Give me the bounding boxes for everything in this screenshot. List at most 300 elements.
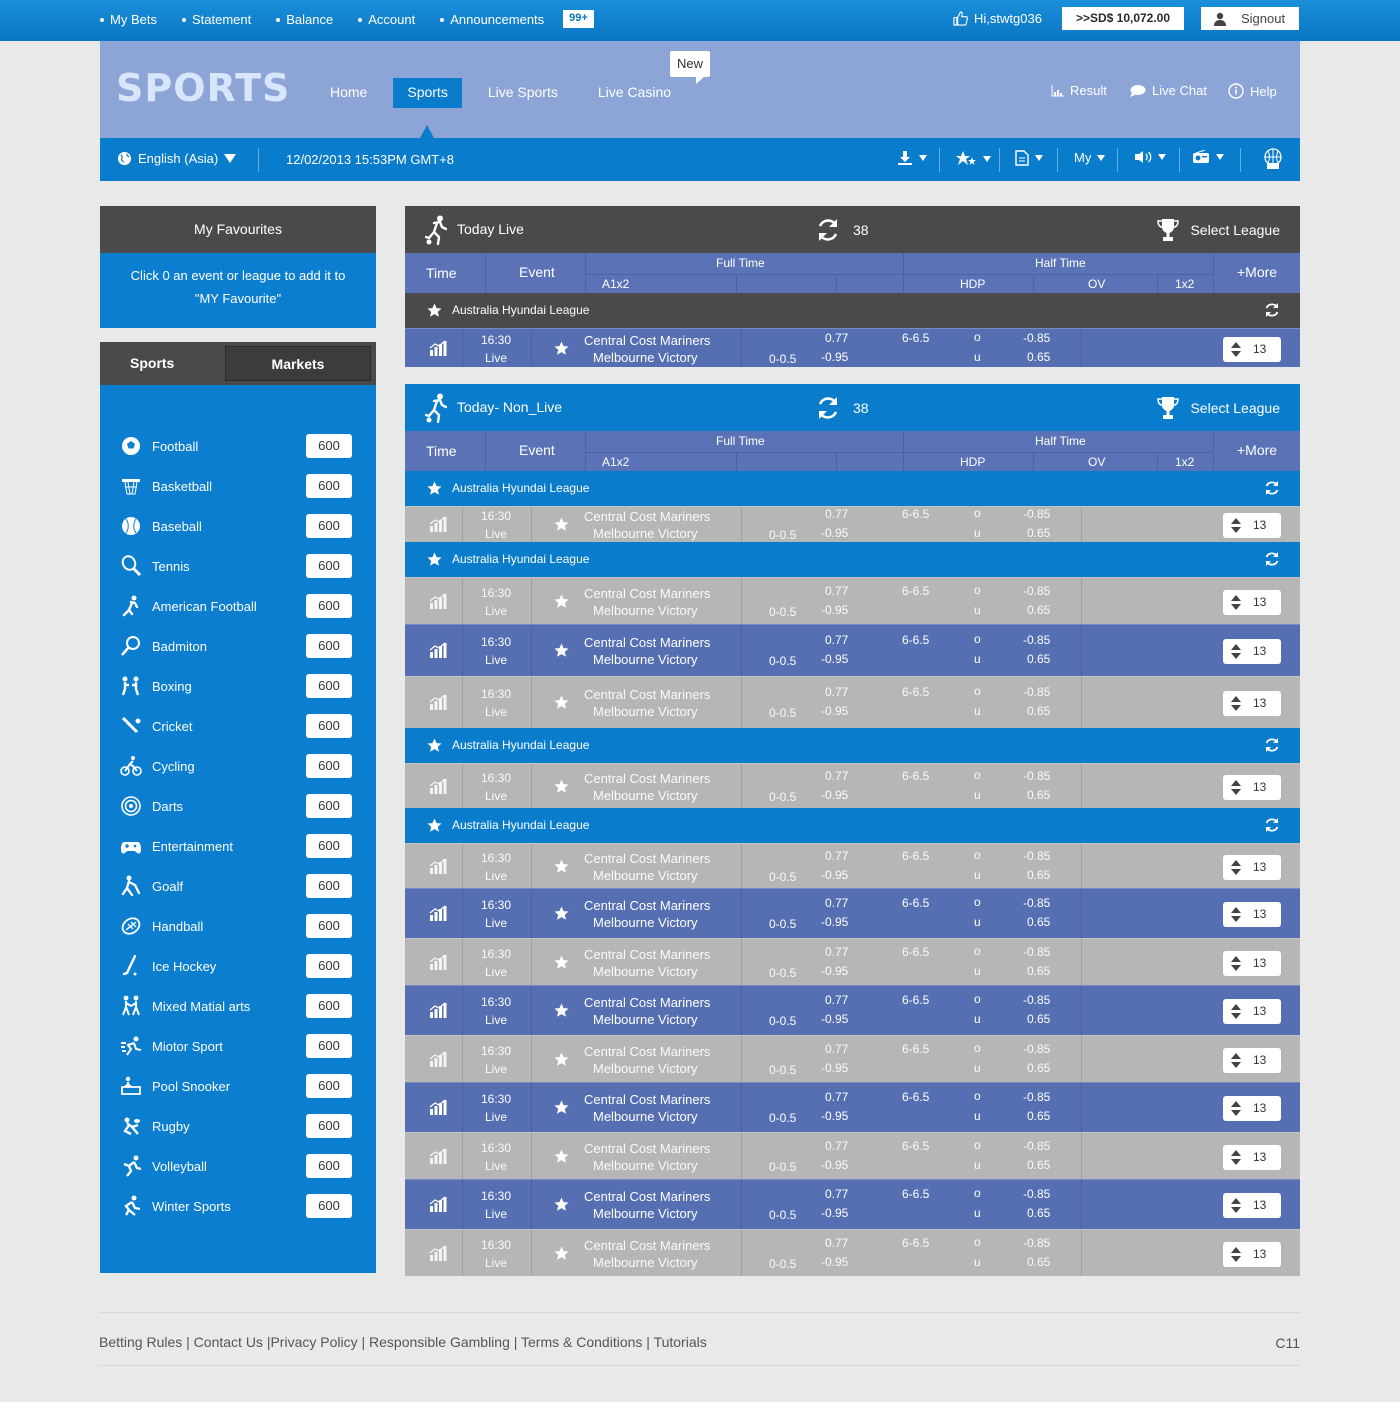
stats-icon[interactable] (429, 516, 447, 532)
odds-away[interactable]: -0.95 (821, 526, 849, 540)
odds-away[interactable]: -0.95 (821, 1012, 849, 1026)
live-globe-button[interactable] (1263, 148, 1283, 170)
sidebar-item-miotor-sport[interactable] (120, 1032, 356, 1060)
star-icon[interactable] (554, 1246, 569, 1261)
nav-balance[interactable]: Balance (276, 11, 333, 28)
my-menu[interactable]: My (1074, 150, 1105, 165)
table-row[interactable] (405, 577, 1300, 624)
col-a1x2: A1x2 (602, 277, 630, 291)
under-odds[interactable]: 0.65 (1027, 868, 1051, 882)
home-team[interactable]: Central Cost Mariners (584, 995, 711, 1010)
under-odds[interactable]: 0.65 (1027, 915, 1051, 929)
away-team[interactable]: Melbourne Victory (593, 1012, 698, 1027)
odds-away[interactable]: -0.95 (821, 964, 849, 978)
home-team[interactable]: Central Cost Mariners (584, 333, 711, 348)
under-odds[interactable]: 0.65 (1027, 964, 1051, 978)
match-time: 16:30 (481, 898, 512, 912)
up-down-arrows-icon[interactable] (1231, 1101, 1241, 1116)
odds-home[interactable]: 0.77 (825, 507, 849, 521)
home-team[interactable]: Central Cost Mariners (584, 771, 711, 786)
language-selector[interactable]: English (Asia) (117, 151, 236, 166)
up-down-arrows-icon[interactable] (1231, 1053, 1241, 1068)
quantity-stepper[interactable]: 13 (1223, 902, 1281, 927)
over-odds[interactable]: -0.85 (1023, 769, 1051, 783)
event-count[interactable]: 600 (306, 1074, 352, 1098)
event-count[interactable]: 600 (306, 434, 352, 458)
divider (1157, 274, 1158, 293)
over-under-line: 6-6.5 (902, 1090, 930, 1104)
under-odds[interactable]: 0.65 (1027, 1255, 1051, 1269)
table-row[interactable] (405, 1132, 1300, 1179)
quantity-stepper[interactable]: 13 (1223, 951, 1281, 976)
event-count[interactable]: 600 (306, 914, 352, 938)
help-link[interactable]: Help (1228, 83, 1277, 99)
stats-icon[interactable] (429, 1099, 447, 1115)
new-tag: New (670, 51, 710, 77)
stats-icon[interactable] (429, 778, 447, 794)
sound-menu[interactable] (1134, 150, 1166, 164)
stats-icon[interactable] (429, 1148, 447, 1164)
sidebar-item-rugby[interactable] (120, 1112, 356, 1140)
over-label: o (974, 1235, 981, 1249)
stats-icon[interactable] (429, 858, 447, 874)
nav-statement[interactable]: Statement (182, 11, 251, 28)
odds-home[interactable]: 0.77 (825, 1090, 849, 1104)
col-half-time: Half Time (1035, 256, 1086, 270)
star-icon[interactable] (554, 594, 569, 609)
star-icon[interactable] (427, 552, 442, 567)
event-count[interactable]: 600 (306, 634, 352, 658)
stats-icon[interactable] (429, 694, 447, 710)
home-team[interactable]: Central Cost Mariners (584, 687, 711, 702)
odds-home[interactable]: 0.77 (825, 769, 849, 783)
site-logo[interactable]: SPORTS (116, 66, 291, 110)
event-count[interactable]: 600 (306, 714, 352, 738)
away-team[interactable]: Melbourne Victory (593, 704, 698, 719)
handicap-line: 0-0.5 (769, 706, 797, 720)
document-menu[interactable] (1015, 150, 1043, 166)
live-refresh[interactable]: 38 (815, 217, 869, 243)
over-odds[interactable]: -0.85 (1023, 633, 1051, 647)
divider (904, 452, 1213, 453)
star-icon[interactable] (427, 818, 442, 833)
over-odds[interactable]: -0.85 (1023, 685, 1051, 699)
divider (585, 253, 586, 293)
away-team[interactable]: Melbourne Victory (593, 964, 698, 979)
quantity-stepper[interactable]: 13 (1223, 1096, 1281, 1121)
over-odds[interactable]: -0.85 (1023, 945, 1051, 959)
caret-down-icon (1035, 155, 1043, 161)
tennis-icon (120, 555, 142, 577)
signout-button[interactable]: Signout (1201, 7, 1299, 30)
sidebar-item-baseball[interactable] (120, 512, 356, 540)
refresh-icon[interactable] (1264, 737, 1280, 753)
under-odds[interactable]: 0.65 (1027, 350, 1051, 364)
under-odds[interactable]: 0.65 (1027, 526, 1051, 540)
over-odds[interactable]: -0.85 (1023, 1187, 1051, 1201)
nav-announcements[interactable]: Announcements (440, 11, 544, 28)
league-row[interactable] (405, 808, 1300, 843)
refresh-icon[interactable] (1264, 480, 1280, 496)
sidebar-item-basketball[interactable] (120, 472, 356, 500)
quantity-stepper[interactable]: 13 (1223, 337, 1281, 362)
star-icon[interactable] (427, 738, 442, 753)
nav-live-sports[interactable]: Live Sports (487, 84, 558, 100)
quantity-stepper[interactable]: 13 (1223, 513, 1281, 538)
over-odds[interactable]: -0.85 (1023, 1236, 1051, 1250)
event-count[interactable]: 600 (306, 794, 352, 818)
away-team[interactable]: Melbourne Victory (593, 868, 698, 883)
event-count[interactable]: 600 (306, 754, 352, 778)
league-row[interactable] (405, 728, 1300, 763)
up-down-arrows-icon[interactable] (1231, 1247, 1241, 1262)
odds-home[interactable]: 0.77 (825, 1042, 849, 1056)
away-team[interactable]: Melbourne Victory (593, 1255, 698, 1270)
up-down-arrows-icon[interactable] (1231, 1150, 1241, 1165)
refresh-icon[interactable] (1264, 551, 1280, 567)
star-icon[interactable] (554, 1003, 569, 1018)
divider (531, 764, 532, 808)
sidebar-item-handball[interactable] (120, 912, 356, 940)
up-down-arrows-icon[interactable] (1231, 595, 1241, 610)
table-row[interactable] (405, 985, 1300, 1035)
sidebar-item-label: Pool Snooker (152, 1078, 231, 1094)
up-down-arrows-icon[interactable] (1231, 956, 1241, 971)
under-odds[interactable]: 0.65 (1027, 1206, 1051, 1220)
up-down-arrows-icon[interactable] (1231, 907, 1241, 922)
over-under-line: 6-6.5 (902, 769, 930, 783)
over-odds[interactable]: -0.85 (1023, 1090, 1051, 1104)
select-league-button[interactable]: Select League (1156, 218, 1280, 242)
away-team[interactable]: Melbourne Victory (593, 526, 698, 541)
odds-away[interactable]: -0.95 (821, 868, 849, 882)
over-label: o (974, 1041, 981, 1055)
table-row[interactable] (405, 763, 1300, 808)
under-odds[interactable]: 0.65 (1027, 788, 1051, 802)
star-icon[interactable] (554, 779, 569, 794)
odds-away[interactable]: -0.95 (821, 1158, 849, 1172)
under-odds[interactable]: 0.65 (1027, 1109, 1051, 1123)
odds-away[interactable]: -0.95 (821, 1206, 849, 1220)
under-odds[interactable]: 0.65 (1027, 1158, 1051, 1172)
stats-icon[interactable] (429, 1051, 447, 1067)
stats-icon[interactable] (429, 593, 447, 609)
over-odds[interactable]: -0.85 (1023, 331, 1051, 345)
sidebar-item-volleyball[interactable] (120, 1152, 356, 1180)
star-icon[interactable] (554, 695, 569, 710)
league-row[interactable] (405, 293, 1300, 328)
match-time: 16:30 (481, 509, 512, 523)
more-markets-button[interactable]: +More (1237, 264, 1278, 280)
odds-away[interactable]: -0.95 (821, 350, 849, 364)
up-down-arrows-icon[interactable] (1231, 518, 1241, 533)
odds-home[interactable]: 0.77 (825, 993, 849, 1007)
sidebar-item-mixed-matial-arts[interactable] (120, 992, 356, 1020)
divider (741, 1180, 742, 1229)
event-count[interactable]: 600 (306, 1194, 352, 1218)
divider (741, 625, 742, 676)
away-team[interactable]: Melbourne Victory (593, 603, 698, 618)
away-team[interactable]: Melbourne Victory (593, 915, 698, 930)
event-count[interactable]: 600 (306, 554, 352, 578)
handicap-line: 0-0.5 (769, 1014, 797, 1028)
star-icon[interactable] (427, 481, 442, 496)
odds-home[interactable]: 0.77 (825, 685, 849, 699)
quantity-stepper[interactable]: 13 (1223, 1242, 1281, 1267)
event-count[interactable]: 600 (306, 1154, 352, 1178)
stars-icon (955, 150, 977, 168)
up-down-arrows-icon[interactable] (1231, 780, 1241, 795)
match-time: 16:30 (481, 1189, 512, 1203)
table-row[interactable] (405, 506, 1300, 542)
divider (1081, 844, 1082, 888)
stats-icon[interactable] (429, 642, 447, 658)
more-markets-button[interactable]: +More (1237, 442, 1278, 458)
quantity-stepper[interactable]: 13 (1223, 639, 1281, 664)
over-odds[interactable]: -0.85 (1023, 584, 1051, 598)
divider (462, 939, 463, 985)
odds-home[interactable]: 0.77 (825, 1187, 849, 1201)
sidebar-item-winter-sports[interactable] (120, 1192, 356, 1220)
table-row[interactable] (405, 1082, 1300, 1132)
radio-menu[interactable] (1192, 150, 1224, 164)
away-team[interactable]: Melbourne Victory (593, 350, 698, 365)
balance-display[interactable]: >>SD$ 10,072.00 (1062, 7, 1184, 30)
stats-icon[interactable] (429, 1002, 447, 1018)
star-icon[interactable] (554, 1197, 569, 1212)
odds-home[interactable]: 0.77 (825, 331, 849, 345)
table-row[interactable] (405, 938, 1300, 985)
over-odds[interactable]: -0.85 (1023, 507, 1051, 521)
match-status: Live (485, 1256, 508, 1270)
event-count[interactable]: 600 (306, 514, 352, 538)
event-count[interactable]: 600 (306, 874, 352, 898)
divider (1033, 274, 1034, 293)
nav-account[interactable]: Account (358, 11, 415, 28)
over-odds[interactable]: -0.85 (1023, 1139, 1051, 1153)
home-team[interactable]: Central Cost Mariners (584, 635, 711, 650)
odds-away[interactable]: -0.95 (821, 652, 849, 666)
live-chat-link[interactable]: Live Chat (1129, 83, 1207, 98)
odds-home[interactable]: 0.77 (825, 945, 849, 959)
quantity-stepper[interactable]: 13 (1223, 1145, 1281, 1170)
star-icon[interactable] (554, 341, 569, 356)
home-team[interactable]: Central Cost Mariners (584, 509, 711, 524)
footer-links[interactable]: Betting Rules | Contact Us |Privacy Policy | Responsible Gambling | Terms & Conditions | Tutorials (99, 1334, 707, 1350)
odds-away[interactable]: -0.95 (821, 1255, 849, 1269)
col-time: Time (426, 265, 457, 281)
stats-icon[interactable] (429, 1245, 447, 1261)
sidebar-item-cycling[interactable] (120, 752, 356, 780)
odds-away[interactable]: -0.95 (821, 1061, 849, 1075)
favourites-menu[interactable] (955, 150, 991, 168)
sidebar-item-boxing[interactable] (120, 672, 356, 700)
home-team[interactable]: Central Cost Mariners (584, 1238, 711, 1253)
star-icon[interactable] (427, 303, 442, 318)
select-league-button[interactable]: Select League (1156, 396, 1280, 420)
table-row[interactable] (405, 888, 1300, 938)
divider (585, 431, 586, 471)
divider (462, 1036, 463, 1082)
tab-sports[interactable]: Sports (130, 355, 175, 371)
table-row[interactable] (405, 1035, 1300, 1082)
away-team[interactable]: Melbourne Victory (593, 1109, 698, 1124)
rugby-icon (120, 1115, 142, 1137)
sidebar-item-ice-hockey[interactable] (120, 952, 356, 980)
over-under-line: 6-6.5 (902, 633, 930, 647)
quantity-stepper[interactable]: 13 (1223, 691, 1281, 716)
sidebar-item-cricket[interactable] (120, 712, 356, 740)
star-icon[interactable] (554, 859, 569, 874)
event-count[interactable]: 600 (306, 994, 352, 1018)
odds-home[interactable]: 0.77 (825, 584, 849, 598)
stats-icon[interactable] (429, 1196, 447, 1212)
home-team[interactable]: Central Cost Mariners (584, 1092, 711, 1107)
stats-icon[interactable] (429, 340, 447, 356)
up-down-arrows-icon[interactable] (1231, 1198, 1241, 1213)
star-icon[interactable] (554, 906, 569, 921)
star-icon[interactable] (554, 643, 569, 658)
table-row[interactable] (405, 1229, 1300, 1276)
up-down-arrows-icon[interactable] (1231, 696, 1241, 711)
sidebar-item-entertainment[interactable] (120, 832, 356, 860)
baseball-icon (120, 515, 142, 537)
league-row[interactable] (405, 542, 1300, 577)
table-row[interactable] (405, 328, 1300, 367)
match-time: 16:30 (481, 771, 512, 785)
sidebar-item-darts[interactable] (120, 792, 356, 820)
over-odds[interactable]: -0.85 (1023, 1042, 1051, 1056)
star-icon[interactable] (427, 303, 442, 321)
refresh-icon (815, 395, 841, 421)
up-down-arrows-icon[interactable] (1231, 860, 1241, 875)
away-team[interactable]: Melbourne Victory (593, 1061, 698, 1076)
divider (1081, 889, 1082, 938)
away-team[interactable]: Melbourne Victory (593, 652, 698, 667)
nav-sports[interactable]: Sports (393, 78, 461, 108)
refresh-icon[interactable] (1264, 817, 1280, 833)
odds-away[interactable]: -0.95 (821, 915, 849, 929)
sidebar-item-american-football[interactable] (120, 592, 356, 620)
quantity-stepper[interactable]: 13 (1223, 1193, 1281, 1218)
up-down-arrows-icon[interactable] (1231, 1004, 1241, 1019)
odds-away[interactable]: -0.95 (821, 704, 849, 718)
event-count[interactable]: 600 (306, 474, 352, 498)
under-odds[interactable]: 0.65 (1027, 652, 1051, 666)
over-odds[interactable]: -0.85 (1023, 896, 1051, 910)
quantity-stepper[interactable]: 13 (1223, 590, 1281, 615)
nav-home[interactable]: Home (330, 84, 368, 100)
star-icon[interactable] (554, 1100, 569, 1115)
stats-icon[interactable] (429, 905, 447, 921)
odds-away[interactable]: -0.95 (821, 788, 849, 802)
away-team[interactable]: Melbourne Victory (593, 1206, 698, 1221)
quantity-stepper[interactable]: 13 (1223, 775, 1281, 800)
under-odds[interactable]: 0.65 (1027, 603, 1051, 617)
under-odds[interactable]: 0.65 (1027, 1061, 1051, 1075)
event-count[interactable]: 600 (306, 674, 352, 698)
sidebar-item-goalf[interactable] (120, 872, 356, 900)
thumbs-up-icon (953, 11, 968, 26)
event-count[interactable]: 600 (306, 1034, 352, 1058)
quantity-stepper[interactable]: 13 (1223, 855, 1281, 880)
over-label: o (974, 583, 981, 597)
table-row[interactable] (405, 1179, 1300, 1229)
sidebar-item-football[interactable] (120, 432, 356, 460)
over-odds[interactable]: -0.85 (1023, 849, 1051, 863)
nonlive-refresh[interactable]: 38 (815, 395, 869, 421)
under-odds[interactable]: 0.65 (1027, 1012, 1051, 1026)
over-label: o (974, 848, 981, 862)
col-event: Event (519, 264, 555, 280)
up-down-arrows-icon[interactable] (1231, 644, 1241, 659)
home-team[interactable]: Central Cost Mariners (584, 586, 711, 601)
odds-home[interactable]: 0.77 (825, 1139, 849, 1153)
odds-home[interactable]: 0.77 (825, 1236, 849, 1250)
league-row[interactable] (405, 471, 1300, 506)
event-count[interactable]: 600 (306, 954, 352, 978)
divider (741, 986, 742, 1035)
nav-my-bets[interactable]: My Bets (100, 11, 157, 28)
under-odds[interactable]: 0.65 (1027, 704, 1051, 718)
divider (1081, 677, 1082, 728)
sidebar-item-badmiton[interactable] (120, 632, 356, 660)
sub-toolbar (100, 138, 1300, 181)
star-icon[interactable] (554, 1149, 569, 1164)
quantity-stepper[interactable]: 13 (1223, 999, 1281, 1024)
download-menu[interactable] (897, 150, 927, 166)
odds-away[interactable]: -0.95 (821, 1109, 849, 1123)
star-icon[interactable] (554, 517, 569, 532)
over-odds[interactable]: -0.85 (1023, 993, 1051, 1007)
table-row[interactable] (405, 843, 1300, 888)
star-icon[interactable] (554, 955, 569, 970)
quantity-stepper[interactable]: 13 (1223, 1048, 1281, 1073)
table-row[interactable] (405, 624, 1300, 676)
home-team[interactable]: Central Cost Mariners (584, 1141, 711, 1156)
nav-live-casino[interactable]: Live Casino (597, 84, 672, 100)
up-down-arrows-icon[interactable] (1231, 342, 1241, 357)
divider (1213, 253, 1214, 293)
odds-away[interactable]: -0.95 (821, 603, 849, 617)
home-team[interactable]: Central Cost Mariners (584, 898, 711, 913)
away-team[interactable]: Melbourne Victory (593, 1158, 698, 1173)
event-count[interactable]: 600 (306, 834, 352, 858)
divider (531, 1180, 532, 1229)
away-team[interactable]: Melbourne Victory (593, 788, 698, 803)
under-label: u (974, 704, 981, 718)
stats-icon[interactable] (429, 954, 447, 970)
home-team[interactable]: Central Cost Mariners (584, 1189, 711, 1204)
refresh-icon[interactable] (1264, 302, 1280, 321)
tab-markets[interactable]: Markets (225, 346, 371, 381)
table-row[interactable] (405, 676, 1300, 728)
odds-home[interactable]: 0.77 (825, 896, 849, 910)
star-icon[interactable] (554, 1052, 569, 1067)
home-team[interactable]: Central Cost Mariners (584, 947, 711, 962)
home-team[interactable]: Central Cost Mariners (584, 1044, 711, 1059)
divider (1157, 452, 1158, 471)
odds-home[interactable]: 0.77 (825, 633, 849, 647)
event-count[interactable]: 600 (306, 594, 352, 618)
odds-home[interactable]: 0.77 (825, 849, 849, 863)
refresh-icon[interactable] (1264, 302, 1280, 318)
sidebar-item-pool-snooker[interactable] (120, 1072, 356, 1100)
event-count[interactable]: 600 (306, 1114, 352, 1138)
sidebar-item-tennis[interactable] (120, 552, 356, 580)
home-team[interactable]: Central Cost Mariners (584, 851, 711, 866)
result-link[interactable]: Result (1051, 83, 1107, 98)
